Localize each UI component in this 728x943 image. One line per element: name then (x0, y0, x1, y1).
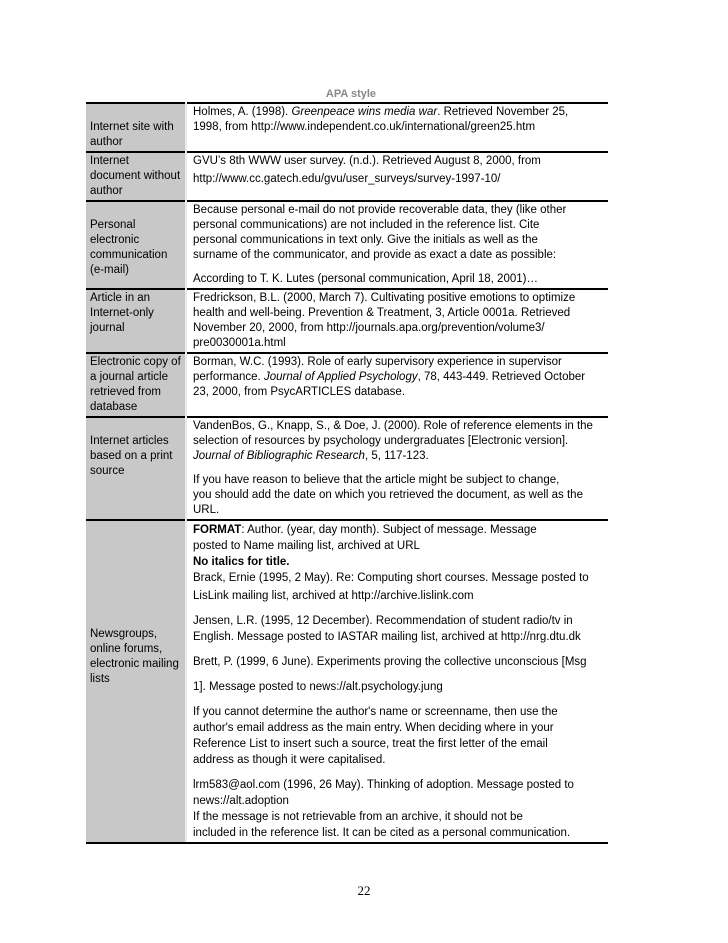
reference-table (86, 102, 608, 844)
row-content: Borman, W.C. (1993). Role of early supervisory experience in supervisor performance. Journal of Applied Psychology, 78, 443-449. Retrieved October 23, 2000, from PsycARTICLES database. (186, 353, 608, 417)
table-row (86, 353, 608, 417)
row-label: Internet articles based on a print source (86, 417, 186, 520)
row-label: Personal electronic communication (e-mail) (86, 201, 186, 289)
table-row (86, 417, 608, 520)
table-row (86, 520, 608, 843)
page-number: 22 (357, 883, 371, 898)
table-row (86, 152, 608, 201)
page-title: APA style (325, 88, 377, 100)
row-content: Holmes, A. (1998). Greenpeace wins media war. Retrieved November 25, 1998, from http://www.independent.co.uk/international/green25.htm (186, 103, 608, 152)
table-row (86, 289, 608, 353)
row-content: VandenBos, G., Knapp, S., & Doe, J. (2000). Role of reference elements in the selection of resources by psychology undergraduates [Electronic version]. Journal of Bibliographic Research, 5, 117-123. If you have reason to believe that the article might be subject to change, you should add the date on which you retrieved the document, as well as the URL. (186, 417, 608, 520)
row-content: Fredrickson, B.L. (2000, March 7). Cultivating positive emotions to optimize health and well-being. Prevention & Treatment, 3, Article 0001a. Retrieved November 20, 2000, from http://journals.apa.org/prevention/volume3/ pre0030001a.html (186, 289, 608, 353)
row-label: Newsgroups, online forums, electronic mailing lists (86, 520, 186, 843)
row-label: Internet document without author (86, 152, 186, 201)
row-label: Electronic copy of a journal article retrieved from database (86, 353, 186, 417)
row-content: FORMAT: Author. (year, day month). Subject of message. Message posted to Name mailing list, archived at URL No italics for title. Brack, Ernie (1995, 2 May). Re: Computing short courses. Message posted to LisLink mailing list, archived at http://archive.lislink.com Jensen, L.R. (1995, 12 December). Recommendation of student radio/tv in English. Message posted to IASTAR mailing list, archived at http://nrg.dtu.dk Brett, P. (1999, 6 June). Experiments proving the collective unconscious [Msg 1]. Message posted to news://alt.psychology.jung If you cannot determine the author's name or screenname, then use the author's email address as the main entry. When deciding where in your Reference List to insert such a source, treat the first letter of the email address as though it were capitalised. lrm583@aol.com (1996, 26 May). Thinking of adoption. Message posted to news://alt.adoption If the message is not retrievable from an archive, it should not be included in the reference list. It can be cited as a personal communication. (186, 520, 608, 843)
row-label: Internet site with author (86, 103, 186, 152)
row-content: Because personal e-mail do not provide recoverable data, they (like other personal communications) are not included in the reference list. Cite personal communications in text only. Give the initials as well as the surname of the communicator, and provide as exact a date as possible: According to T. K. Lutes (personal communication, April 18, 2001)… (186, 201, 608, 289)
table-row (86, 201, 608, 289)
table-row (86, 103, 608, 152)
row-content: GVU’s 8th WWW user survey. (n.d.). Retrieved August 8, 2000, from http://www.cc.gatech.edu/gvu/user_surveys/survey-1997-10/ (186, 152, 608, 201)
row-label: Article in an Internet-only journal (86, 289, 186, 353)
